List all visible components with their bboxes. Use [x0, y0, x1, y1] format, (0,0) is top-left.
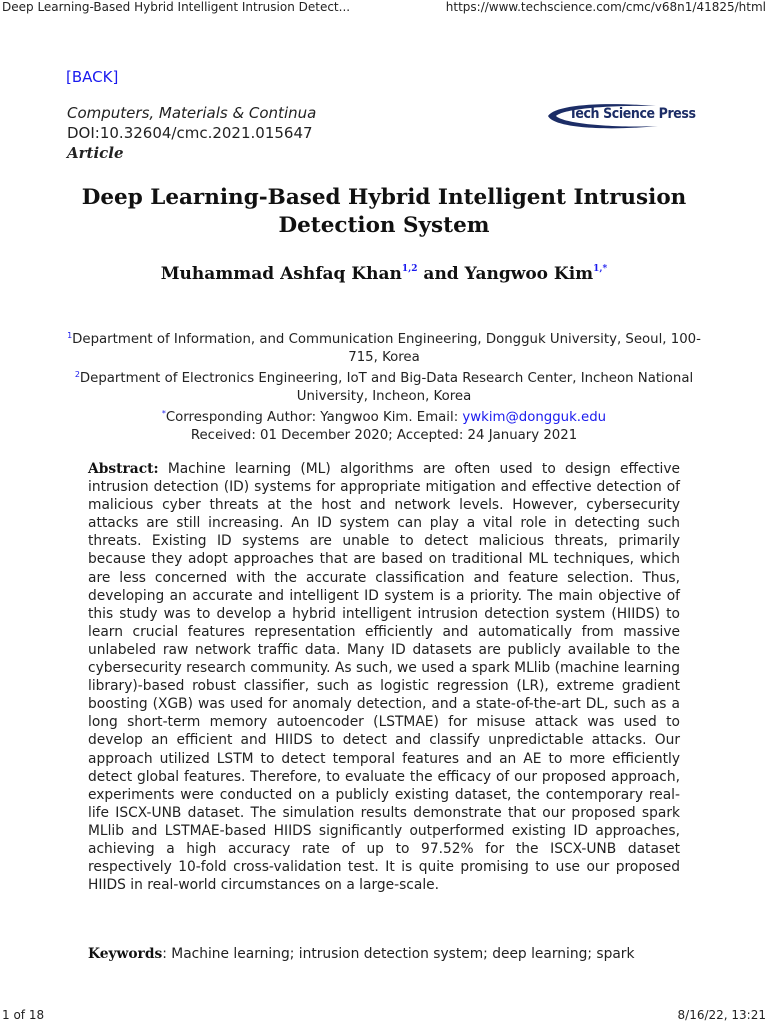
publisher-name: Tech Science Press [569, 106, 696, 122]
keywords-text: : Machine learning; intrusion detection system; deep learning; spark [162, 946, 635, 962]
back-link[interactable]: [BACK] [66, 68, 119, 86]
journal-info [67, 103, 316, 163]
page-title: Deep Learning-Based Hybrid Intelligent Intrusion Detect... [2, 0, 351, 14]
page-url: https://www.techscience.com/cmc/v68n1/41825/html [445, 0, 766, 14]
abstract-text: Machine learning (ML) algorithms are often used to design effective intrusion detection (ID) systems for appropriate mitigation and effective detection of malicious cyber threats at the host and network levels. However, cybersecurity attacks are still increasing. An ID system can play a vital role in detecting such threats. Existing ID systems are unable to detect malicious threats, primarily because they adopt approaches that are based on traditional ML techniques, which are less concerned with the accurate classification and feature selection. Thus, developing an accurate and intelligent ID system is a priority. The main objective of this study was to develop a hybrid intelligent intrusion detection system (HIIDS) to learn crucial features representation efficiently and automatically from massive unlabeled raw network traffic data. Many ID datasets are publicly available to the cybersecurity research community. As such, we used a spark MLlib (machine learning library)-based robust classifier, such as logistic regression (LR), extreme gradient boosting (XGB) was used for anomaly detection, and a state-of-the-art DL, such as a long short-term memory autoencoder (LSTMAE) for misuse attack was used to develop an efficient and HIIDS to detect and classify unpredictable attacks. Our approach utilized LSTM to detect temporal features and an AE to more efficiently detect global features. Therefore, to evaluate the efficacy of our proposed approach, experiments were conducted on a publicly existing dataset, the contemporary real-life ISCX-UNB dataset. The simulation results demonstrate that our proposed spark MLlib and LSTMAE-based HIIDS significantly outperformed existing ID approaches, achieving a high accuracy rate of up to 97.52% for the ISCX-UNB dataset respectively 10-fold cross-validation test. It is quite promising to use our proposed HIIDS in real-world circumstances on a large-scale. [88, 461, 680, 894]
corresponding-author [60, 405, 708, 427]
author-list [40, 264, 728, 284]
affil-marker: * [161, 409, 166, 419]
print-footer [0, 1008, 768, 1024]
affiliations [60, 327, 708, 445]
affiliation [60, 327, 708, 366]
affil-text: Department of Electronics Engineering, IoT and Big-Data Research Center, Incheon National University, Incheon, Korea [79, 371, 694, 404]
keywords [88, 945, 688, 963]
corresponding-text: Corresponding Author: Yangwoo Kim. Email: [165, 410, 463, 426]
paper-title: Deep Learning-Based Hybrid Intelligent Intrusion Detection System [81, 185, 687, 238]
affil-text: Department of Information, and Communication Engineering, Dongguk University, Seoul, 100-715, Korea [72, 332, 701, 365]
author-affil-ref[interactable]: 1,* [593, 264, 608, 274]
author-name: Yangwoo Kim [464, 264, 594, 284]
affiliation [60, 366, 708, 405]
author-name: Muhammad Ashfaq Khan [160, 264, 402, 284]
received-dates: Received: 01 December 2020; Accepted: 24 January 2021 [190, 427, 578, 443]
author-affil-ref[interactable]: 1,2 [401, 264, 418, 274]
abstract-label: Abstract: [88, 461, 159, 477]
keywords-label: Keywords [88, 946, 163, 962]
publisher-logo[interactable] [546, 102, 706, 130]
print-header [0, 0, 768, 16]
author-joiner: and [417, 264, 465, 284]
abstract [88, 460, 680, 894]
email-link[interactable]: ywkim@dongguk.edu [462, 410, 607, 426]
page-counter: 1 of 18 [2, 1008, 45, 1022]
journal-name: Computers, Materials & Continua [67, 104, 317, 122]
print-datetime: 8/16/22, 13:21 [677, 1008, 766, 1022]
affil-marker: 1 [67, 331, 73, 340]
article-type: Article [67, 144, 124, 162]
doi: DOI:10.32604/cmc.2021.015647 [67, 124, 313, 142]
affil-marker: 2 [74, 370, 80, 380]
